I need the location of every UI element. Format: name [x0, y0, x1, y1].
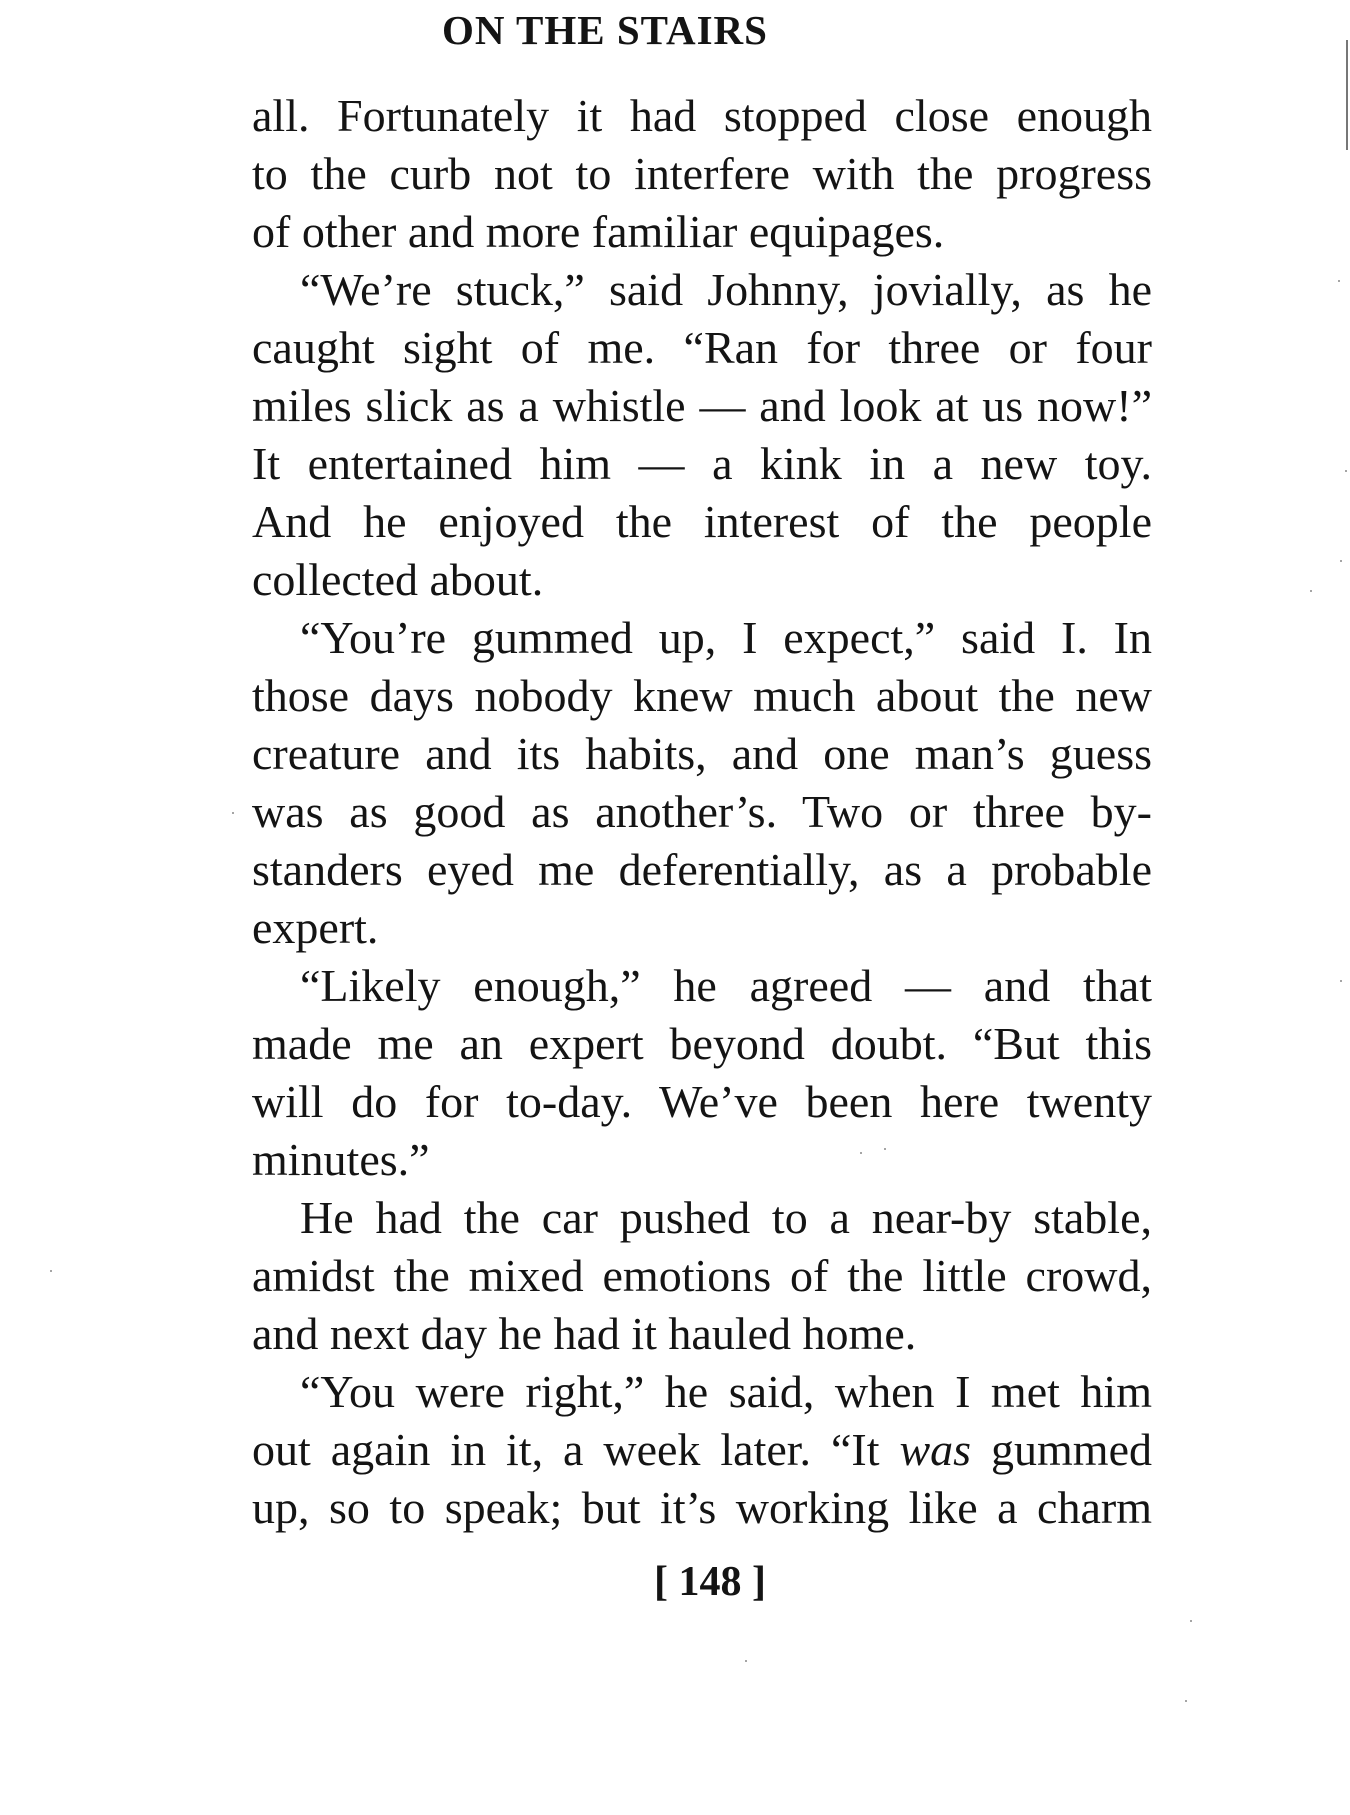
text-line: “You’re gummed up, I expect,” said I. In	[300, 612, 1152, 663]
text-line: creature and its habits, and one man’s guess	[252, 728, 1152, 779]
text-line: caught sight of me. “Ran for three or four	[252, 322, 1152, 373]
italic-word: was	[899, 1424, 972, 1475]
scan-speck	[1345, 470, 1347, 472]
text-line: amidst the mixed emotions of the little crowd,	[252, 1250, 1152, 1301]
scan-speck	[860, 1152, 862, 1154]
running-head: ON THE STAIRS	[442, 7, 768, 53]
text-line: of other and more familiar equipages.	[252, 206, 945, 257]
scan-speck	[50, 1270, 52, 1272]
scan-speck	[884, 1148, 886, 1150]
text-line-with-italic	[252, 1421, 1152, 1479]
scan-speck	[232, 812, 234, 814]
text-line: It entertained him — a kink in a new toy.	[252, 438, 1152, 489]
scan-speck	[1310, 590, 1312, 592]
page-number: [ 148 ]	[654, 1559, 766, 1605]
text-line: to the curb not to interfere with the progress	[252, 148, 1152, 199]
scan-speck	[1190, 1620, 1192, 1622]
text-line: He had the car pushed to a near-by stable,	[300, 1192, 1152, 1243]
scan-speck	[1338, 280, 1340, 282]
text-line: and next day he had it hauled home.	[252, 1308, 917, 1359]
scan-speck	[1340, 980, 1342, 982]
scan-speck	[1185, 1700, 1187, 1702]
scan-speck	[745, 1660, 747, 1662]
text-line: standers eyed me deferentially, as a probable	[252, 844, 1152, 895]
body-text	[252, 87, 1152, 1537]
text-line: And he enjoyed the interest of the people	[252, 496, 1152, 547]
text-line: made me an expert beyond doubt. “But this	[252, 1018, 1152, 1069]
scan-speck	[1340, 560, 1342, 562]
text-line: up, so to speak; but it’s working like a charm	[252, 1482, 1152, 1533]
text-line: “We’re stuck,” said Johnny, jovially, as he	[300, 264, 1152, 315]
text-segment: out again in it, a week later. “It	[252, 1424, 900, 1475]
text-line: “Likely enough,” he agreed — and that	[300, 960, 1152, 1011]
text-line: collected about.	[252, 554, 544, 605]
text-line: will do for to-day. We’ve been here twenty	[252, 1076, 1152, 1127]
text-line: was as good as another’s. Two or three by-	[252, 786, 1152, 837]
text-line: expert.	[252, 902, 379, 953]
text-line: minutes.”	[252, 1134, 430, 1185]
text-line: miles slick as a whistle — and look at us now!”	[252, 380, 1152, 431]
scan-edge-mark	[1346, 40, 1348, 150]
text-line: “You were right,” he said, when I met him	[300, 1366, 1152, 1417]
text-line: all. Fortunately it had stopped close enough	[252, 90, 1152, 141]
text-line: those days nobody knew much about the new	[252, 670, 1152, 721]
text-segment: gummed	[971, 1424, 1152, 1475]
